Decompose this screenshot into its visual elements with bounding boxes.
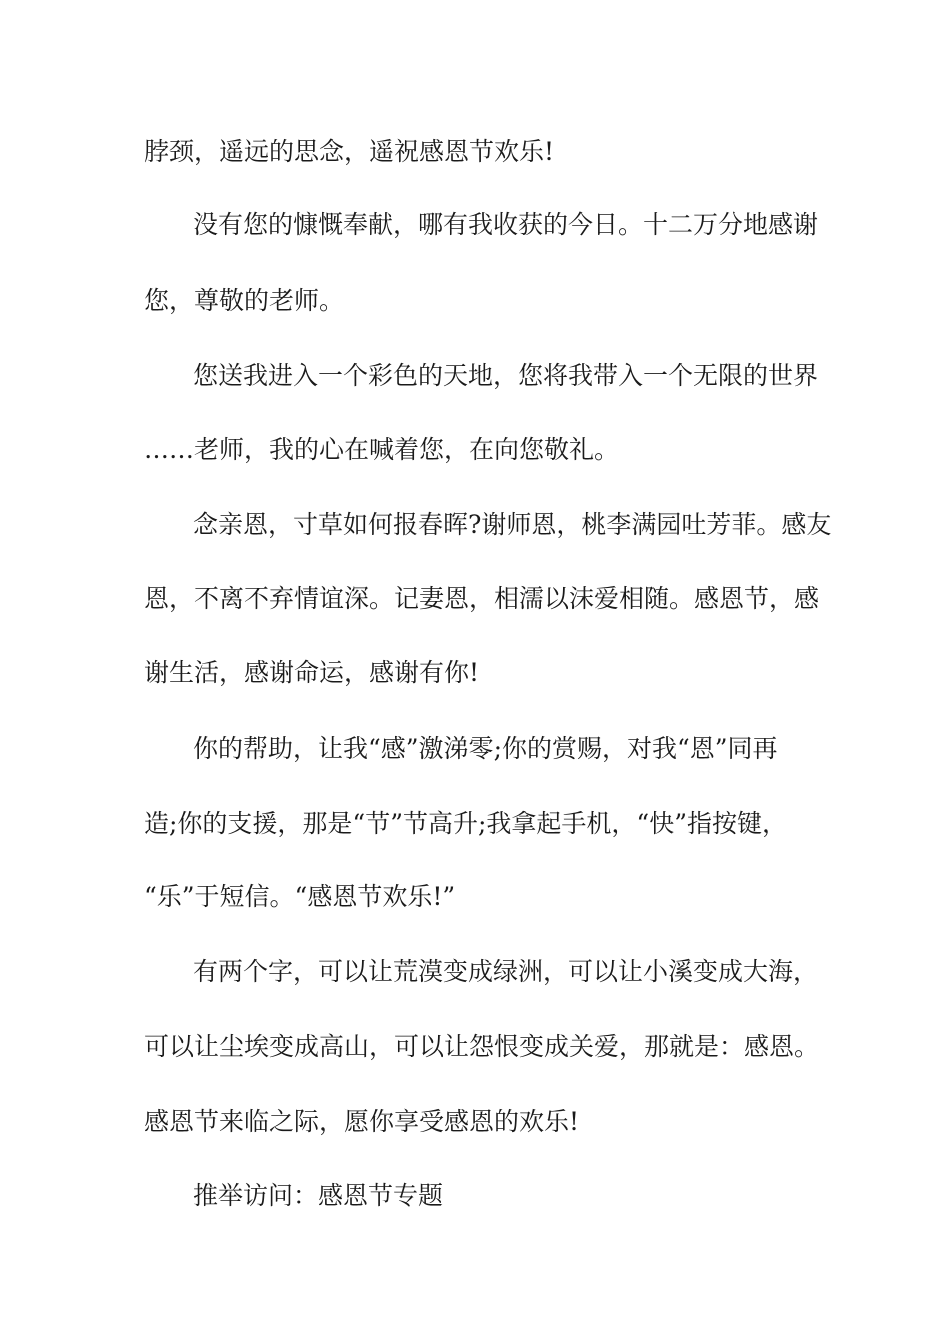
paragraph-start-line: 您送我进入一个彩色的天地，您将我带入一个无限的世界 bbox=[193, 361, 819, 390]
text-line: 造;你的支援，那是“节”节高升;我拿起手机，“快”指按键， bbox=[144, 809, 787, 838]
paragraph-start-line: 念亲恩，寸草如何报春晖?谢师恩，桃李满园吐芳菲。感友 bbox=[193, 510, 832, 539]
text-line: 谢生活，感谢命运，感谢有你! bbox=[144, 658, 480, 687]
paragraph-start-line: 有两个字，可以让荒漠变成绿洲，可以让小溪变成大海， bbox=[193, 957, 819, 986]
text-line: 恩，不离不弃情谊深。记妻恩，相濡以沫爱相随。感恩节，感 bbox=[144, 584, 820, 613]
text-line: 您，尊敬的老师。 bbox=[144, 286, 345, 315]
recommended-link-line: 推举访问：感恩节专题 bbox=[193, 1181, 444, 1210]
text-line: 感恩节来临之际，愿你享受感恩的欢乐! bbox=[144, 1107, 580, 1136]
text-line: 脖颈，遥远的思念，遥祝感恩节欢乐! bbox=[144, 137, 555, 166]
paragraph-start-line: 没有您的慷慨奉献，哪有我收获的今日。十二万分地感谢 bbox=[193, 210, 819, 239]
text-line: 可以让尘埃变成高山，可以让怨恨变成关爱，那就是：感恩。 bbox=[144, 1032, 820, 1061]
text-line: “乐”于短信。“感恩节欢乐!” bbox=[144, 882, 456, 911]
paragraph-start-line: 你的帮助，让我“感”激涕零;你的赏赐，对我“恩”同再 bbox=[193, 734, 778, 763]
text-line: ……老师，我的心在喊着您，在向您敬礼。 bbox=[144, 435, 620, 464]
